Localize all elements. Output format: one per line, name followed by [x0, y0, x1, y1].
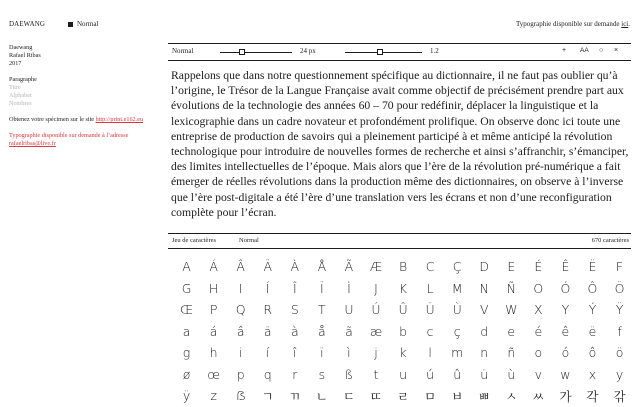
- glyph-cell[interactable]: Û: [398, 302, 408, 318]
- glyph-cell[interactable]: ì: [347, 345, 351, 361]
- glyph-cell[interactable]: 가: [559, 388, 572, 404]
- glyph-cell[interactable]: o: [534, 345, 543, 361]
- glyph-cell[interactable]: ㅂ: [451, 388, 464, 404]
- glyph-cell[interactable]: y: [615, 366, 624, 382]
- size-slider-track[interactable]: [220, 52, 292, 53]
- glyph-cell[interactable]: s: [318, 366, 326, 382]
- glyph-cell[interactable]: S: [290, 302, 299, 318]
- glyph-row: [173, 256, 633, 278]
- glyph-cell[interactable]: Í: [265, 280, 270, 296]
- glyph-cell[interactable]: ü: [480, 366, 489, 382]
- glyph-cell[interactable]: f: [617, 323, 622, 339]
- designer-name: Rafael Ribas: [9, 52, 41, 59]
- glyph-cell[interactable]: X: [534, 302, 543, 318]
- request-email-link[interactable]: rafaelribas@live.fr: [9, 140, 56, 147]
- glyph-grid: [173, 256, 633, 407]
- glyph-cell[interactable]: O: [533, 280, 544, 296]
- nav-item-titre[interactable]: Titre: [9, 84, 21, 91]
- style-indicator[interactable]: [68, 20, 98, 28]
- charset-style[interactable]: Normal: [239, 237, 259, 244]
- release-year: 2017: [9, 60, 22, 67]
- nav-item-alphabet[interactable]: Alphabet: [9, 92, 32, 99]
- request-text: Typographie disponible sur demande à l’adresse: [9, 132, 129, 139]
- request-note: [9, 132, 159, 148]
- glyph-cell[interactable]: œ: [207, 366, 220, 382]
- glyph-cell[interactable]: Ã: [344, 259, 354, 275]
- glyph-cell[interactable]: Î: [292, 280, 297, 296]
- size-value: 24 px: [300, 47, 316, 55]
- glyph-row: [173, 278, 633, 300]
- glyph-cell[interactable]: ㄹ: [396, 388, 410, 404]
- glyph-cell[interactable]: p: [236, 366, 245, 382]
- line-height-value: 1.2: [430, 47, 439, 55]
- glyph-cell[interactable]: ù: [507, 366, 516, 382]
- glyph-cell[interactable]: ㄱ: [261, 388, 274, 404]
- nav-item-nombres[interactable]: Nombres: [9, 100, 32, 107]
- glyph-cell[interactable]: ẞ: [235, 388, 246, 404]
- glyph-cell[interactable]: à: [290, 323, 299, 339]
- charset-header: [168, 233, 631, 249]
- style-selector[interactable]: Normal: [172, 47, 194, 55]
- glyph-cell[interactable]: É: [534, 259, 543, 275]
- line-height-slider-track[interactable]: [345, 52, 422, 53]
- glyph-cell[interactable]: F: [615, 259, 624, 275]
- glyph-cell[interactable]: M: [451, 280, 463, 296]
- specimen-link[interactable]: http://print.e162.eu: [95, 116, 144, 123]
- glyph-cell[interactable]: e: [507, 323, 516, 339]
- glyph-cell[interactable]: x: [588, 366, 597, 382]
- glyph-cell[interactable]: b: [399, 323, 407, 339]
- glyph-cell[interactable]: ó: [561, 345, 570, 361]
- glyph-cell[interactable]: g: [182, 345, 191, 361]
- glyph-cell[interactable]: k: [399, 345, 407, 361]
- glyph-cell[interactable]: r: [292, 366, 298, 382]
- glyph-cell[interactable]: ë: [588, 323, 597, 339]
- sidebar: [9, 44, 159, 148]
- glyph-cell[interactable]: ä: [263, 323, 272, 339]
- glyph-cell[interactable]: Ô: [587, 280, 598, 296]
- glyph-cell[interactable]: a: [182, 323, 191, 339]
- glyph-cell[interactable]: l: [428, 345, 432, 361]
- glyph-cell[interactable]: Â: [236, 259, 245, 275]
- glyph-cell[interactable]: h: [209, 345, 218, 361]
- glyph-cell[interactable]: K: [398, 280, 408, 296]
- glyph-cell[interactable]: ø: [182, 366, 191, 382]
- glyph-cell[interactable]: E: [507, 259, 516, 275]
- glyph-cell[interactable]: 각: [586, 388, 599, 404]
- glyph-cell[interactable]: ㅆ: [532, 388, 545, 404]
- specimen-toolbar: [168, 43, 631, 61]
- glyph-cell[interactable]: Œ: [179, 302, 194, 318]
- glyph-cell[interactable]: R: [263, 302, 273, 318]
- glyph-cell[interactable]: B: [398, 259, 408, 275]
- glyph-cell[interactable]: v: [534, 366, 543, 382]
- glyph-cell[interactable]: í: [265, 345, 270, 361]
- glyph-cell[interactable]: á: [209, 323, 218, 339]
- glyph-cell[interactable]: Ù: [452, 302, 462, 318]
- availability-link[interactable]: ici: [621, 20, 629, 28]
- glyph-cell[interactable]: Æ: [369, 259, 383, 275]
- glyph-cell[interactable]: z: [210, 388, 217, 404]
- glyph-cell[interactable]: ㄲ: [288, 388, 301, 404]
- square-icon: [68, 22, 73, 27]
- glyph-cell[interactable]: Ì: [347, 280, 351, 296]
- glyph-cell[interactable]: ñ: [507, 345, 516, 361]
- glyph-cell[interactable]: Ý: [588, 302, 597, 318]
- glyph-cell[interactable]: ã: [345, 323, 353, 339]
- glyph-cell[interactable]: æ: [369, 323, 383, 339]
- glyph-cell[interactable]: å: [318, 323, 326, 339]
- glyph-cell[interactable]: ô: [588, 345, 597, 361]
- plus-icon[interactable]: +: [562, 47, 567, 54]
- availability-text: Typographie disponible sur demande: [515, 20, 620, 28]
- charset-title: Jeu de caractères: [172, 237, 217, 244]
- charset-count: 670 caractères: [591, 237, 629, 244]
- glyph-cell[interactable]: V: [479, 302, 489, 318]
- glyph-cell[interactable]: Ê: [561, 259, 570, 275]
- glyph-cell[interactable]: j: [374, 345, 378, 361]
- glyph-cell[interactable]: C: [425, 259, 435, 275]
- glyph-cell[interactable]: i: [238, 345, 243, 361]
- glyph-cell[interactable]: û: [453, 366, 462, 382]
- glyph-cell[interactable]: c: [426, 323, 434, 339]
- glyph-cell[interactable]: â: [236, 323, 245, 339]
- glyph-cell[interactable]: Ñ: [506, 280, 516, 296]
- glyph-cell[interactable]: Å: [317, 259, 327, 275]
- size-slider-handle[interactable]: [239, 49, 245, 55]
- glyph-cell[interactable]: A: [182, 259, 191, 275]
- glyph-cell[interactable]: u: [399, 366, 407, 382]
- glyph-cell[interactable]: W: [505, 302, 518, 318]
- glyph-row: [173, 342, 633, 364]
- glyph-cell[interactable]: ㄷ: [342, 388, 355, 404]
- glyph-cell[interactable]: ㄴ: [315, 388, 328, 404]
- glyph-cell[interactable]: L: [426, 280, 434, 296]
- glyph-cell[interactable]: ï: [320, 345, 324, 361]
- glyph-cell[interactable]: d: [480, 323, 489, 339]
- glyph-cell[interactable]: I: [238, 280, 243, 296]
- glyph-cell[interactable]: w: [560, 366, 571, 382]
- specimen-text: Obtenez votre spécimen sur le site: [9, 116, 95, 123]
- glyph-cell[interactable]: À: [290, 259, 300, 275]
- glyph-cell[interactable]: ㅁ: [424, 388, 437, 404]
- nav-item-paragraphe[interactable]: Paragraphe: [9, 76, 37, 83]
- glyph-cell[interactable]: H: [208, 280, 219, 296]
- glyph-cell[interactable]: Ó: [560, 280, 571, 296]
- specimen-note: [9, 116, 159, 124]
- availability-note: Typographie disponible sur demande ici.: [515, 20, 630, 28]
- glyph-cell[interactable]: 갂: [613, 388, 626, 404]
- font-name: Daewang: [9, 44, 33, 51]
- glyph-row: [173, 321, 633, 343]
- glyph-cell[interactable]: Ú: [371, 302, 381, 318]
- brand-name[interactable]: DAEWANG: [9, 20, 46, 28]
- glyph-cell[interactable]: Q: [235, 302, 246, 318]
- glyph-cell[interactable]: J: [374, 280, 378, 296]
- glyph-cell[interactable]: N: [479, 280, 489, 296]
- glyph-cell[interactable]: ㄸ: [369, 388, 382, 404]
- glyph-row: [173, 385, 633, 407]
- glyph-cell[interactable]: U: [344, 302, 354, 318]
- glyph-cell[interactable]: ÿ: [182, 388, 191, 404]
- glyph-cell[interactable]: ㅅ: [505, 388, 518, 404]
- glyph-cell[interactable]: ㅃ: [478, 388, 491, 404]
- glyph-cell[interactable]: ö: [615, 345, 624, 361]
- glyph-cell[interactable]: î: [293, 345, 297, 361]
- glyph-cell[interactable]: D: [479, 259, 490, 275]
- glyph-cell[interactable]: ß: [344, 366, 354, 382]
- glyph-cell[interactable]: Ÿ: [615, 302, 624, 318]
- specimen-paragraph[interactable]: Rappelons que dans notre questionnement spécifique au dictionnaire, il ne faut pas oublier qu’à l’origine, le Trésor de la Langue Française avait comme objectif de précisément prendre part aux évolutions de la technologie des années 60 – 70 pour redéfinir, déplacer la linguistique et la lexicographie dans un cadre novateur et profondément prolifique. On observe donc ici toute une entreprise de production de savoirs qui a pleinement participé à et même anticipé la révolution technologique pour introduire de nouvelles formes de recherche et ainsi s’affranchir, s’émanciper, des limites intellectuelles de l’époque. Mais alors que l’ère de la révolution pré-numérique a fait émerger de réelles révolutions dans la production même des dictionnaires, on observe à l’inverse que l’ère post-digitale a été l’ère d’une translation vers les écrans et non d’une reconfiguration complète pour l’écran.: [171, 69, 629, 219]
- circle-icon[interactable]: ○: [599, 47, 604, 54]
- glyph-cell[interactable]: q: [263, 366, 272, 382]
- glyph-cell[interactable]: G: [181, 280, 192, 296]
- glyph-cell[interactable]: Ü: [425, 302, 435, 318]
- glyph-cell[interactable]: ç: [453, 323, 461, 339]
- glyph-cell[interactable]: ú: [426, 366, 435, 382]
- glyph-row: [173, 364, 633, 386]
- glyph-cell[interactable]: Ï: [320, 280, 324, 296]
- glyph-cell[interactable]: é: [534, 323, 543, 339]
- glyph-cell[interactable]: Ö: [614, 280, 625, 296]
- glyph-cell[interactable]: T: [318, 302, 326, 318]
- close-icon[interactable]: ×: [614, 47, 619, 54]
- glyph-cell[interactable]: Ä: [263, 259, 272, 275]
- case-toggle-button[interactable]: AA: [580, 47, 589, 54]
- style-indicator-label: Normal: [77, 20, 99, 28]
- glyph-cell[interactable]: Ë: [588, 259, 597, 275]
- glyph-row: [173, 299, 633, 321]
- top-bar: [0, 0, 640, 32]
- glyph-cell[interactable]: Á: [209, 259, 218, 275]
- line-height-slider-handle[interactable]: [377, 49, 383, 55]
- glyph-cell[interactable]: t: [373, 366, 379, 382]
- glyph-cell[interactable]: P: [209, 302, 218, 318]
- glyph-cell[interactable]: m: [451, 345, 464, 361]
- glyph-cell[interactable]: Y: [561, 302, 570, 318]
- glyph-cell[interactable]: Ç: [452, 259, 462, 275]
- glyph-cell[interactable]: ê: [561, 323, 570, 339]
- glyph-cell[interactable]: n: [480, 345, 489, 361]
